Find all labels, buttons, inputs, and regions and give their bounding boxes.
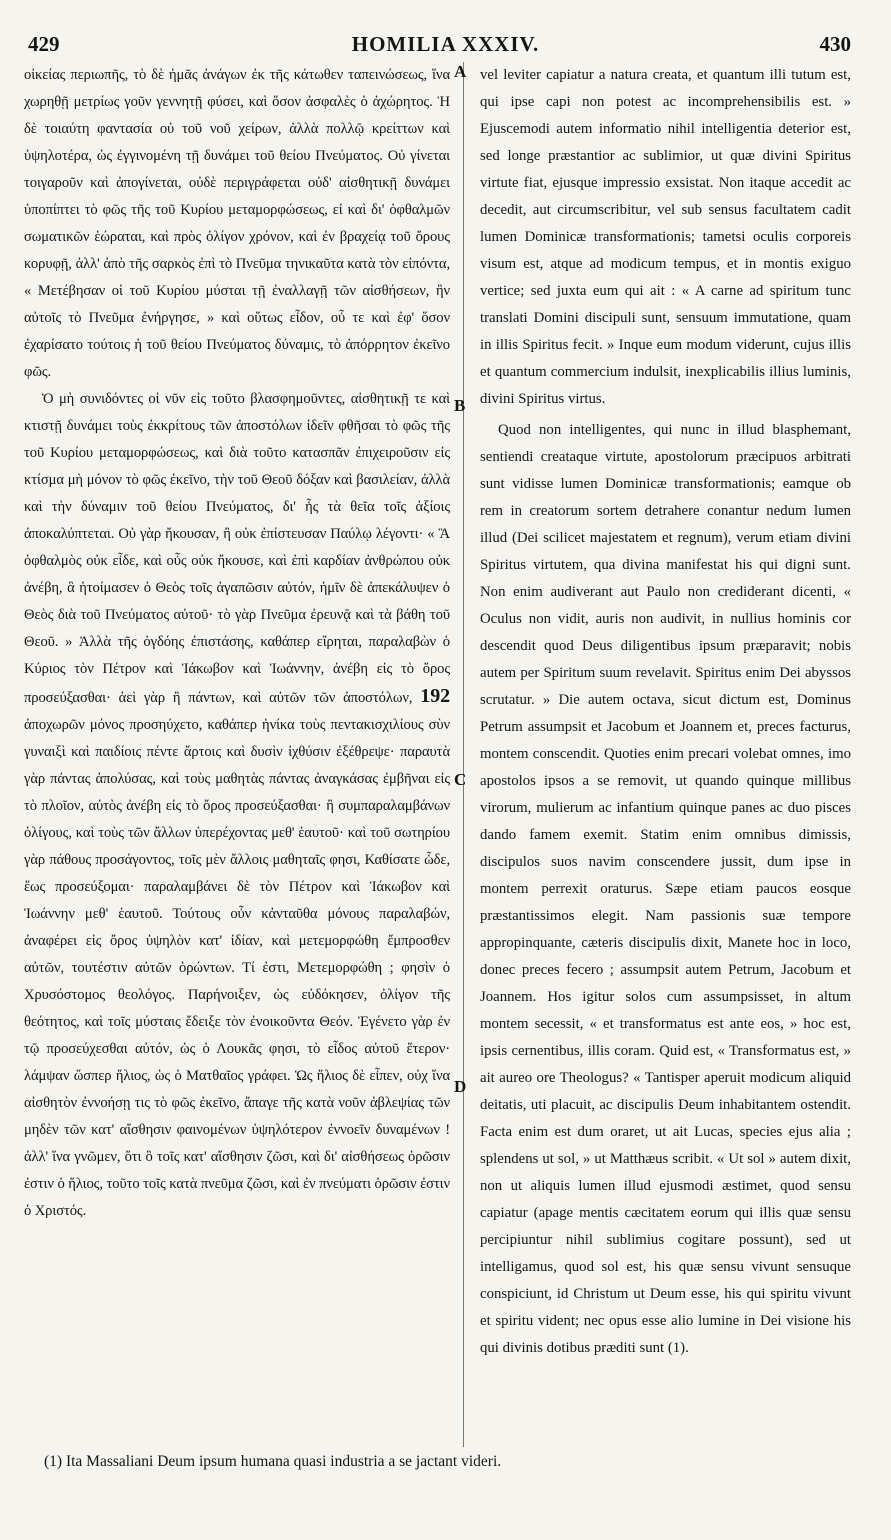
margin-letter-b: B bbox=[454, 396, 466, 415]
greek-paragraph-2-rest: ἀποχωρῶν μόνος προσηύχετο, καθάπερ ἡνίκα τοὺς πεντακισχιλίους σὺν γυναιξὶ καὶ παιδίοις πέντε ἄρτοις καὶ δυσὶν ἰχθύσιν ἐξέθρεψε· παραυτὰ γὰρ πάντας ἀπολύσας, καὶ τοὺς μαθητὰς πάντας ἀναγκάσας ἐμβῆναι εἰς τὸ πλοῖον, αὐτὸς ἀνέβη εἰς τὸ ὄρος προσεύξασθαι· ἢ συμπαραλαμβάνων ὀλίγους, καὶ τοὺς τῶν ἄλλων ὑπερέχοντας μεθ' ἑαυτοῦ· καὶ τοῦ σωτηρίου γὰρ πάθους προσάγοντος, τοῖς μὲν ἄλλοις μαθηταῖς φησι, Καθίσατε ὧδε, ἕως προσεύξομαι· παραλαμβάνει δὲ τὸν Πέτρον καὶ Ἰάκωβον καὶ Ἰωάννην μεθ' ἑαυτοῦ. Τούτους οὖν κἀνταῦθα μόνους παραλαβών, ἀναφέρει εἰς ὄρος ὑψηλὸν κατ' ἰδίαν, καὶ μετεμορφώθη ἔμπροσθεν αὐτῶν, τουτέστιν αὐτῶν ὁρώντων. Τί ἐστι, Μετεμορφώθη ; φησὶν ὁ Χρυσόστομος θεολόγος. Παρήνοιξεν, ὡς εὐδόκησεν, ὀλίγον τῆς θεότητος, καὶ τοῖς μύσταις ἔδειξε τὸν ἐνοικοῦντα Θεόν. Ἐγένετο γὰρ ἐν τῷ προσεύχεσθαι αὐτόν, ὡς ὁ Λουκᾶς φησι, τὸ εἶδος αὐτοῦ ἕτερον· λάμψαν ὥσπερ ἥλιος, ὡς ὁ Ματθαῖος γράφει. Ὡς ἥλιος δὲ εἶπεν, οὐχ ἵνα αἰσθητὸν ἐννοήσῃ τις τὸ φῶς ἐκεῖνο, ἄπαγε τῆς κατὰ νοῦν ἀβλεψίας τῶν μηδὲν τῶν κατ' αἴσθησιν φαινομένων ὑψηλότερον ἐννοεῖν δυναμένων ! ἀλλ' ἵνα γνῶμεν, ὅτι ὃ τοῖς κατ' αἴσθησιν ζῶσι, καὶ δι' αἰσθήσεως ὁρῶσιν ἐστιν ὁ ἥλιος, τοῦτο τοῖς κατὰ πνεῦμα ζῶσι, καὶ ἐν πνεύματι ὁρῶσιν ἐστιν ὁ Χριστός. bbox=[24, 717, 450, 1219]
running-title: HOMILIA XXXIV. bbox=[351, 32, 540, 56]
greek-column bbox=[24, 62, 450, 1225]
greek-paragraph-2-start: Ὁ μὴ συνιδόντες οἱ νῦν εἰς τοῦτο βλασφημοῦντες, αἰσθητικῇ τε καὶ κτιστῇ δυνάμει τοὺς ἐκκρίτους τῶν ἀποστόλων ἰδεῖν φθῆσαι τὸ φῶς τῆς τοῦ Κυρίου μεταμορφώσεως, καὶ διὰ τοῦτο κατασπᾶν ἐπιχειροῦσιν εἰς κτίσμα μὴ μόνον τὸ φῶς ἐκεῖνο, τὴν τοῦ Θεοῦ δόξαν καὶ βασιλείαν, ἀλλὰ καὶ τὴν δύναμιν τοῦ θείου Πνεύματος, δι' ἧς τὰ θεῖα τοῖς ἀξίοις ἀποκαλύπτεται. Οὐ γὰρ ἤκουσαν, ἢ οὐκ ἐπίστευσαν Παύλῳ λέγοντι· « Ἃ ὀφθαλμὸς οὐκ εἶδε, καὶ οὖς οὐκ ἤκουσε, καὶ ἐπὶ καρδίαν ἀνθρώπου οὐκ ἀνέβη, ἃ ἡτοίμασεν ὁ Θεὸς τοῖς ἀγαπῶσιν αὐτόν, ἡμῖν δὲ ἀπεκάλυψεν ὁ Θεὸς διὰ τοῦ Πνεύματος αὐτοῦ· τὸ γὰρ Πνεῦμα ἐρευνᾷ καὶ τὰ βάθη τοῦ Θεοῦ. » Ἀλλὰ τῆς ὀγδόης ἐπιστάσης, καθάπερ εἴρηται, παραλαβὼν ὁ Κύριος τὸν Πέτρον καὶ Ἰάκωβον καὶ Ἰωάννην, ἀνέβη εἰς τὸ ὄρος προσεύξασθαι· ἀεὶ γὰρ ἢ πάντων, καὶ αὐτῶν τῶν ἀποστόλων, bbox=[24, 391, 450, 706]
latin-paragraph-2: Quod non intelligentes, qui nunc in illud blasphemant, sentiendi creataque virtute, apostolorum præcipuos arbitrati sunt vidisse lumen Dominicæ transformationis; eamque ob rem in creatorum sortem detrahere conantur nedum lumen illud (Dei scilicet majestatem et regnum), verum etiam divini Spiritus virtutem, qua divina manifestat his qui digni sunt. Non enim audiverant aut Paulo non crediderant dicenti, « Oculus non vidit, auris non audivit, in nullius hominis cor descendit quod Deus diligentibus ipsum præparavit; nobis autem per Spiritum suum revelavit. Spiritus enim Dei abyssos scrutatur. » Die autem octava, sicut dictum est, Dominus Petrum assumpsit et Jacobum et Joannem et, preces facturus, montem conscendit. Quoties enim precari volebat omnes, imo apostolos ipsos a se removit, ut quando quinque millibus virorum, mulierum ac infantium quinque panes ac duo pisces dando famem exemit. Statim enim omnibus dimissis, discipulos suos navim conscendere jussit, dum ipse in montem perrexit oraturus. Sæpe etiam paucos eosque præstantissimos elegit. Nam passionis suæ tempore appropinquante, cæteris discipulis dixit, Manete hoc in loco, donec preces fecero ; assumpsit autem Petrum, Jacobum et Joannem. Hos igitur solos cum assumpsisset, in altum montem secessit, « et transformatus est ante eos, » hoc est, ipsis cernentibus, illis coram. Quid est, « Transformatus est, » ait aureo ore Theologus? « Tantisper aperuit modicum aliquid deitatis, uti placuit, ac discipulis Deum inhabitantem ostendit. Facta enim est dum oraret, ut ait Lucas, species ejus alia ; splendens ut sol, » ut Matthæus scribit. « Ut sol » autem dixit, non ut aliquis lumen illud ejusmodi æstimet, quod sensu capiatur (apage mentis cæcitatem eorum qui illis quæ sensu percipiuntur nihil sublimius cogitare possunt), sed ut intelligamus, quod sol est, his quæ sensu vivunt sensuque conspiciunt, id Christum ut Deum esse, his qui spiritu vivunt et spiritu vident; nec opus esse alio lumine in Dei visione his qui divinis dotibus præditi sunt (1). bbox=[480, 422, 851, 1356]
greek-paragraph-2 bbox=[24, 386, 450, 1225]
greek-paragraph-1: οἰκείας περιωπῆς, τὸ δὲ ἡμᾶς ἀνάγων ἐκ τῆς κάτωθεν ταπεινώσεως, ἵνα χωρηθῇ μετρίως γοῦν γεννητῇ φύσει, καὶ ὅσον ἀσφαλὲς ὁ ἀχώρητος. Ἡ δὲ τοιαύτη φαντασία οὐ τοῦ νοῦ χείρων, ἀλλὰ πολλῷ κρείττων καὶ ὑψηλοτέρα, ὡς ἐγγινομένη τῇ δυνάμει τοῦ θείου Πνεύματος. Οὐ γίνεται τοιγαροῦν καὶ ἀπογίνεται, οὐδὲ περιγράφεται οὐδ' αἰσθητικῇ δυνάμει ὑποπίπτει τὸ φῶς τῆς τοῦ Κυρίου μεταμορφώσεως, εἰ καὶ δι' ὀφθαλμῶν σωματικῶν ἑώραται, καὶ πρὸς ὀλίγον χρόνον, καὶ ἐν βραχείᾳ τοῦ ὄρους κορυφῇ, ἀλλ' ἀπὸ τῆς σαρκὸς ἐπὶ τὸ Πνεῦμα τηνικαῦτα κατὰ τὸν εἰπόντα, « Μετέβησαν οἱ τοῦ Κυρίου μύσται τῇ ἐναλλαγῇ τῶν αἰσθήσεων, ἣν αὐτοῖς τὸ Πνεῦμα ἐνήργησε, » καὶ οὕτως εἶδον, οὗ τε καὶ ἐφ' ὅσον ἐχαρίσατο τούτοις ἡ τοῦ θείου Πνεύματος δύναμις, τὸ ἀπόρρητον ἐκεῖνο φῶς. bbox=[24, 67, 450, 380]
margin-letter-c: C bbox=[454, 770, 467, 789]
margin-letter-a: A bbox=[454, 62, 467, 81]
right-page-number: 430 bbox=[819, 32, 851, 56]
left-page-number: 429 bbox=[28, 32, 60, 56]
page-header bbox=[0, 32, 891, 62]
column-divider bbox=[463, 62, 464, 1447]
latin-paragraph-1: vel leviter capiatur a natura creata, et quantum illi tutum est, qui ipse capi non potest ac incomprehensibilis est. » Ejuscemodi autem informatio nihil intelligentia deterior est, sed longe præstantior ac sublimior, ut quæ divini Spiritus virtute fiat, ejusque impressio exsistat. Non itaque accedit ac decedit, aut circumscribitur, vel sub sensus facultatem cadit lumen Dominicæ transformationis; tametsi oculis corporeis visum est, atque ad modicum tempus, et in montis exiguo vertice; sed juxta eum qui ait : « A carne ad spiritum tunc translati Domini discipuli sunt, sensuum immutatione, quam in illis Spiritus fecit. » Inque eum modum viderunt, cujus illis et quantum commercium indulsit, inexplicabilis illius luminis, divini Spiritus virtus. bbox=[480, 67, 851, 407]
margin-letter-d: D bbox=[454, 1077, 467, 1096]
reference-number: 192 bbox=[420, 685, 450, 707]
latin-column bbox=[480, 62, 851, 1362]
footnote: (1) Ita Massaliani Deum ipsum humana quasi industria a se jactant videri. bbox=[44, 1453, 502, 1470]
